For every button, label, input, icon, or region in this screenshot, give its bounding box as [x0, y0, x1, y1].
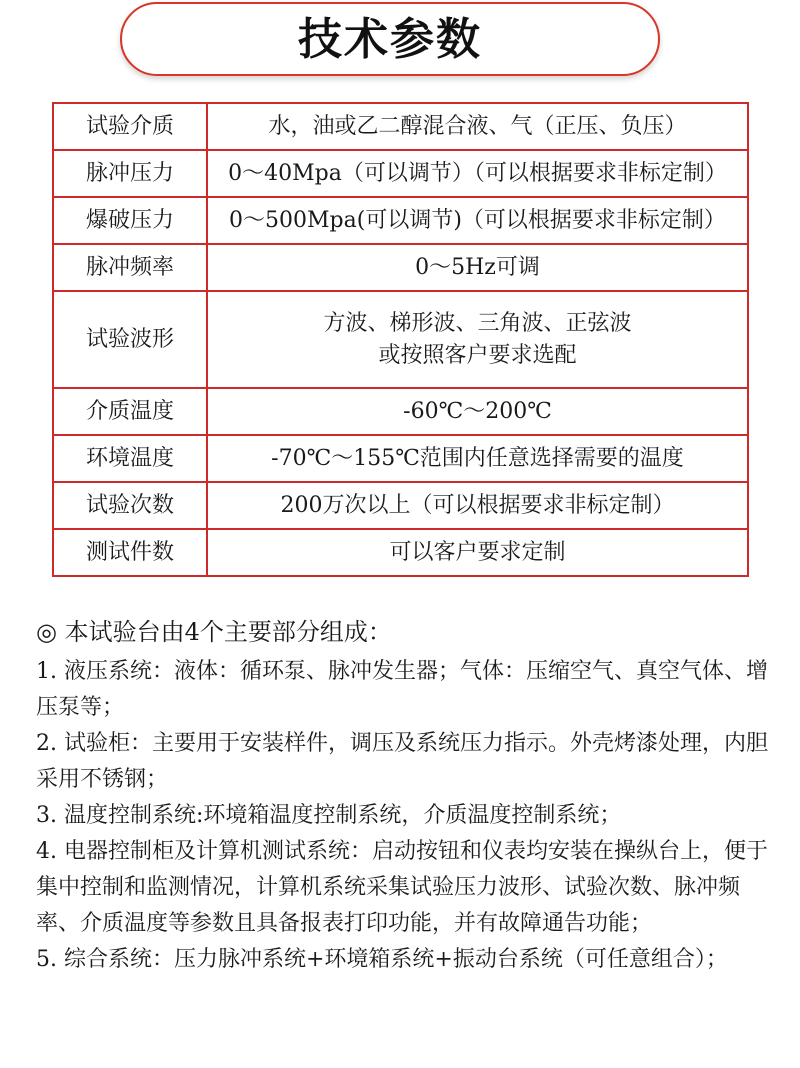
list-item: 4. 电器控制柜及计算机测试系统：启动按钮和仪表均安装在操纵台上，便于集中控制和监测情况，计算机系统采集试验压力波形、试验次数、脉冲频率、介质温度等参数且具备报表打印功能，并有故障通告功能；	[36, 839, 768, 936]
spec-value-cell	[207, 291, 748, 388]
spec-value-secondary: 或按照客户要求选配	[378, 342, 577, 368]
spec-label: 脉冲压力	[53, 150, 207, 197]
table-row	[53, 197, 748, 244]
spec-value: -60℃～200℃	[207, 388, 748, 435]
spec-value: 0～500Mpa(可以调节)（可以根据要求非标定制）	[207, 197, 748, 244]
spec-value: 水，油或乙二醇混合液、气（正压、负压）	[207, 103, 748, 150]
spec-label: 试验介质	[53, 103, 207, 150]
list-item: 1. 液压系统：液体：循环泵、脉冲发生器；气体：压缩空气、真空气体、增压泵等；	[36, 659, 768, 720]
spec-value: 可以客户要求定制	[207, 529, 748, 576]
table-row	[53, 388, 748, 435]
components-section	[36, 612, 776, 978]
table-row	[53, 103, 748, 150]
list-item: 3. 温度控制系统:环境箱温度控制系统，介质温度控制系统；	[36, 803, 622, 828]
spec-value: 0～5Hz可调	[207, 244, 748, 291]
spec-label: 环境温度	[53, 435, 207, 482]
table-row	[53, 482, 748, 529]
table-row	[53, 244, 748, 291]
title-banner	[120, 2, 660, 76]
spec-label: 脉冲频率	[53, 244, 207, 291]
table-row	[53, 529, 748, 576]
table-row	[53, 435, 748, 482]
spec-label: 试验次数	[53, 482, 207, 529]
list-item: 5. 综合系统：压力脉冲系统+环境箱系统+振动台系统（可任意组合）；	[36, 947, 728, 972]
spec-label: 介质温度	[53, 388, 207, 435]
spec-value: -70℃～155℃范围内任意选择需要的温度	[207, 435, 748, 482]
spec-value: 方波、梯形波、三角波、正弦波	[323, 310, 632, 336]
spec-table	[52, 102, 749, 577]
components-heading: ◎ 本试验台由4个主要部分组成：	[36, 618, 392, 646]
table-row	[53, 291, 748, 388]
spec-label: 试验波形	[53, 291, 207, 388]
page-title: 技术参数	[298, 14, 482, 65]
table-row	[53, 150, 748, 197]
spec-label: 爆破压力	[53, 197, 207, 244]
spec-value: 0～40Mpa（可以调节）（可以根据要求非标定制）	[207, 150, 748, 197]
spec-value: 200万次以上（可以根据要求非标定制）	[207, 482, 748, 529]
spec-label: 测试件数	[53, 529, 207, 576]
list-item: 2. 试验柜：主要用于安装样件，调压及系统压力指示。外壳烤漆处理，内胆采用不锈钢；	[36, 731, 768, 792]
